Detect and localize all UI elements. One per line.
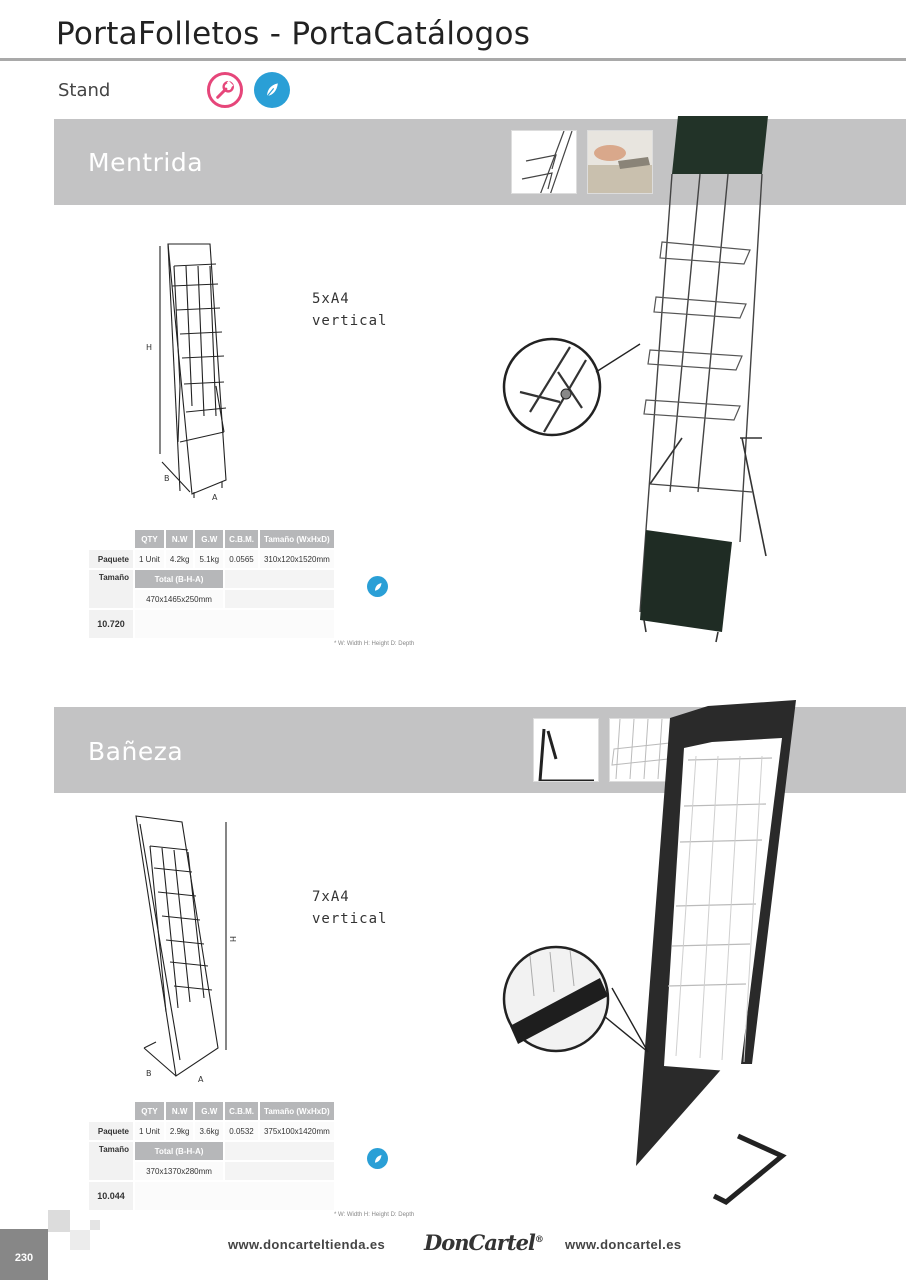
cell-gw: 5.1kg bbox=[195, 550, 223, 568]
header-nw: N.W bbox=[166, 530, 194, 548]
dimension-b: B bbox=[164, 474, 170, 483]
product-name: Bañeza bbox=[88, 737, 184, 766]
row-label-package: Paquete bbox=[89, 550, 133, 568]
cell-size: 310x120x1520mm bbox=[260, 550, 334, 568]
decorative-square bbox=[90, 1220, 100, 1230]
spec-table bbox=[87, 1100, 336, 1212]
dimension-h: H bbox=[228, 936, 237, 943]
leaf-icon bbox=[254, 72, 290, 108]
product-code: 10.720 bbox=[89, 610, 133, 638]
capacity-note bbox=[312, 886, 387, 930]
header-total: Total (B-H-A) bbox=[135, 1142, 223, 1160]
cell-cbm: 0.0565 bbox=[225, 550, 258, 568]
cell-size: 375x100x1420mm bbox=[260, 1122, 334, 1140]
footer-url-shop[interactable]: www.doncarteltienda.es bbox=[228, 1237, 386, 1252]
product-line-drawing bbox=[140, 236, 250, 506]
capacity-note bbox=[312, 288, 387, 332]
cell-cbm: 0.0532 bbox=[225, 1122, 258, 1140]
title-divider bbox=[0, 58, 906, 61]
cell-gw: 3.6kg bbox=[195, 1122, 223, 1140]
product-photo bbox=[500, 112, 790, 652]
orientation-value: vertical bbox=[312, 911, 388, 927]
dimension-a: A bbox=[198, 1075, 204, 1084]
dimension-footnote: * W: Width H: Height D: Depth bbox=[334, 1212, 415, 1218]
row-label-size: Tamaño bbox=[89, 570, 133, 608]
decorative-square bbox=[70, 1230, 90, 1250]
header-size: Tamaño (WxHxD) bbox=[260, 1102, 334, 1120]
capacity-value: 5xA4 bbox=[312, 291, 350, 307]
cell-nw: 4.2kg bbox=[166, 550, 194, 568]
spec-table bbox=[87, 528, 336, 640]
wrench-icon bbox=[207, 72, 243, 108]
dimension-b: B bbox=[146, 1069, 152, 1078]
decorative-square bbox=[48, 1210, 70, 1232]
orientation-value: vertical bbox=[312, 313, 388, 329]
page-title: PortaFolletos - PortaCatálogos bbox=[56, 16, 531, 52]
dimension-h: H bbox=[146, 343, 153, 352]
capacity-value: 7xA4 bbox=[312, 889, 350, 905]
row-label-size: Tamaño bbox=[89, 1142, 133, 1180]
product-line-drawing bbox=[126, 812, 246, 1087]
brand-logo bbox=[424, 1230, 543, 1255]
header-qty: QTY bbox=[135, 1102, 164, 1120]
page-number: 230 bbox=[0, 1229, 48, 1280]
dimension-footnote: * W: Width H: Height D: Depth bbox=[334, 641, 415, 647]
logo-text: DonCartel bbox=[424, 1230, 535, 1255]
header-gw: G.W bbox=[195, 1102, 223, 1120]
header-cbm: C.B.M. bbox=[225, 530, 258, 548]
dimension-a: A bbox=[212, 493, 218, 502]
header-gw: G.W bbox=[195, 530, 223, 548]
header-nw: N.W bbox=[166, 1102, 194, 1120]
registered-mark: ® bbox=[534, 1235, 543, 1245]
row-label-package: Paquete bbox=[89, 1122, 133, 1140]
cell-qty: 1 Unit bbox=[135, 550, 164, 568]
leaf-icon bbox=[367, 576, 388, 597]
header-cbm: C.B.M. bbox=[225, 1102, 258, 1120]
header-total: Total (B-H-A) bbox=[135, 570, 223, 588]
header-qty: QTY bbox=[135, 530, 164, 548]
product-code: 10.044 bbox=[89, 1182, 133, 1210]
cell-nw: 2.9kg bbox=[166, 1122, 194, 1140]
product-photo bbox=[500, 696, 800, 1206]
cell-qty: 1 Unit bbox=[135, 1122, 164, 1140]
cell-total-size: 370x1370x280mm bbox=[135, 1162, 223, 1180]
cell-total-size: 470x1465x250mm bbox=[135, 590, 223, 608]
footer-url-main[interactable]: www.doncartel.es bbox=[565, 1237, 682, 1252]
leaf-icon bbox=[367, 1148, 388, 1169]
product-name: Mentrida bbox=[88, 148, 204, 177]
category-subtitle: Stand bbox=[58, 80, 111, 101]
header-size: Tamaño (WxHxD) bbox=[260, 530, 334, 548]
